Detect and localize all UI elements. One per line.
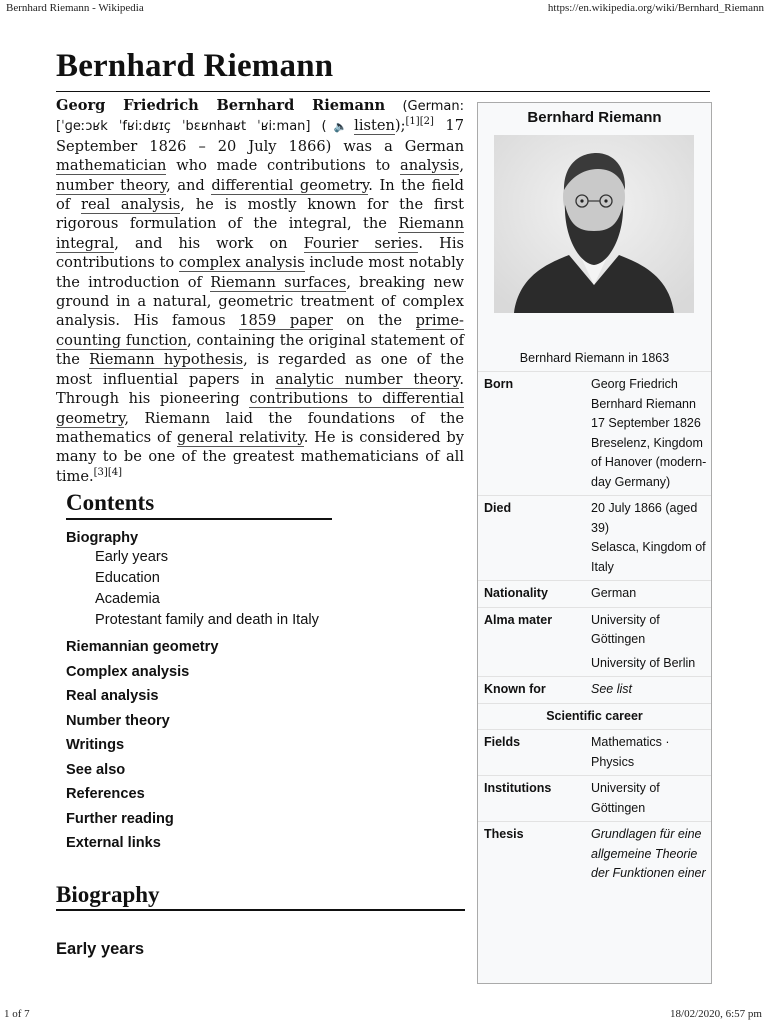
toc-item-see-also[interactable]: See also (66, 761, 126, 778)
link-riemann-hypothesis[interactable]: Riemann hypothesis (89, 351, 244, 369)
toc-item-further-reading[interactable]: Further reading (66, 810, 174, 827)
infobox-row-fields (478, 729, 711, 775)
print-header-url[interactable]: https://en.wikipedia.org/wiki/Bernhard_Riemann (547, 2, 764, 14)
link-differential-geometry[interactable]: differential geometry (211, 176, 369, 194)
known-for-link[interactable]: See list (591, 682, 632, 696)
intro-text-15: , Riemann laid the foundations of the mathematics of (56, 409, 464, 446)
toc-item-real-analysis[interactable]: Real analysis (66, 688, 159, 704)
born-name: Georg Friedrich Bernhard Riemann (591, 377, 696, 411)
print-header-title: Bernhard Riemann - Wikipedia (6, 2, 144, 14)
portrait-image[interactable] (494, 135, 694, 313)
link-riemann-surfaces[interactable]: Riemann surfaces (210, 273, 347, 291)
link-analysis[interactable]: analysis (400, 157, 460, 175)
intro-text-7: , and his work on (114, 234, 304, 252)
toc-item-complex-analysis[interactable]: Complex analysis (66, 663, 190, 680)
subject-name: Georg Friedrich Bernhard Riemann (56, 97, 386, 114)
intro-text-12: , containing the original statement of the (56, 331, 464, 369)
link-1859-paper[interactable]: 1859 paper (239, 312, 333, 330)
link-real-analysis[interactable]: real analysis (81, 196, 181, 214)
field-mathematics[interactable]: Mathematics · (591, 735, 670, 749)
nationality-value: German (591, 586, 637, 600)
print-timestamp: 18/02/2020, 6:57 pm (670, 1008, 762, 1020)
toc-item-riemannian-geometry[interactable]: Riemannian geometry (66, 639, 219, 655)
toc-item-writings[interactable]: Writings (66, 737, 125, 753)
toc-item-academia[interactable]: Academia (95, 591, 160, 607)
fields-label: Fields (484, 735, 521, 749)
link-general-relativity[interactable]: general relativity (176, 428, 304, 446)
ref-4[interactable]: [4] (107, 466, 122, 478)
born-date: 17 September 1826 (591, 416, 701, 430)
print-footer (0, 1006, 768, 1024)
link-complex-analysis[interactable]: complex analysis (178, 254, 305, 272)
link-riemann-integral[interactable]: Riemann integral (56, 215, 464, 252)
page-counter: 1 of 7 (4, 1008, 30, 1020)
link-contributions-differential-geometry[interactable]: contributions to differential geometry (56, 390, 464, 427)
known-for-label: Known for (484, 682, 546, 696)
field-physics[interactable]: Physics (591, 754, 635, 769)
alma-mater-berlin[interactable]: University of Berlin (591, 655, 696, 670)
ref-2[interactable]: [2] (419, 116, 434, 128)
ref-3[interactable]: [3] (93, 466, 108, 478)
intro-paragraph (56, 96, 464, 486)
ipa-close: ] ( (305, 119, 327, 135)
alma-mater-label: Alma mater (484, 612, 553, 627)
page-title: Bernhard Riemann (56, 48, 334, 84)
subsection-heading-early-years: Early years (56, 940, 145, 958)
intro-text-13: , is regarded as one of the most influential papers in (56, 351, 464, 388)
died-date: 20 July 1866 (aged 39) (591, 501, 698, 535)
toc-item-references[interactable]: References (66, 786, 145, 802)
died-place[interactable]: Selasca, Kingdom of Italy (591, 540, 706, 574)
table-of-contents (66, 490, 336, 856)
intro-text-9: include most notably the introduction of (56, 254, 465, 291)
nationality-label: Nationality (484, 586, 548, 600)
section-heading-biography: Biography (56, 882, 465, 911)
infobox-row-thesis (478, 821, 711, 887)
infobox-row-born (478, 371, 711, 495)
intro-text-2: who made contributions to (166, 157, 400, 175)
alma-mater-goettingen[interactable]: University of Göttingen (591, 612, 660, 646)
link-prime-counting[interactable]: prime-counting function (56, 312, 464, 349)
listen-link[interactable]: listen (354, 117, 395, 135)
intro-text-3: , (459, 157, 464, 175)
portrait-caption: Bernhard Riemann in 1863 (519, 351, 670, 365)
toc-item-number-theory[interactable]: Number theory (66, 712, 170, 729)
ref-1[interactable]: [1] (405, 116, 420, 128)
died-label: Died (484, 501, 512, 515)
print-header (0, 0, 768, 16)
thesis-label: Thesis (484, 827, 524, 841)
intro-text-10: , breaking new ground in a natural, geometric treatment of complex analysis. His famous (56, 273, 464, 330)
infobox-row-known-for (478, 676, 711, 703)
intro-text-4: , and (166, 176, 212, 194)
ipa-pronunciation[interactable]: ˈɡeːɔʁk ˈfʁiːdʁɪç ˈbɛʁnhaʁt ˈʁiːman (61, 119, 306, 135)
link-mathematician[interactable]: mathematician (56, 157, 167, 175)
paren-close: ); (394, 117, 406, 135)
infobox (477, 102, 712, 984)
intro-text-14: . Through his pioneering (56, 370, 464, 408)
born-place[interactable]: Breselenz, Kingdom of Hanover (modern-day Germany) (591, 435, 707, 489)
intro-text-16: . He is considered by many to be one of the greatest mathematicians of all time. (56, 428, 465, 485)
speaker-icon[interactable]: 🔈 (326, 120, 355, 134)
toc-item-external-links[interactable]: External links (66, 835, 161, 851)
intro-text-11: on the (332, 312, 416, 330)
toc-heading: Contents (66, 490, 332, 520)
toc-item-protestant-family[interactable]: Protestant family and death in Italy (95, 612, 319, 628)
born-label: Born (484, 377, 514, 391)
title-divider (56, 91, 710, 92)
toc-item-education[interactable]: Education (95, 570, 160, 586)
infobox-row-died (478, 495, 711, 580)
lang-open: (German: [ (56, 99, 464, 135)
infobox-row-nationality (478, 580, 711, 607)
intro-text-6: , he is mostly known for the first rigorous formulation of the integral, the (56, 196, 464, 233)
institutions-label: Institutions (484, 781, 552, 795)
intro-text-5: . In the field of (56, 176, 465, 214)
link-fourier-series[interactable]: Fourier series (303, 234, 419, 252)
institution-goettingen[interactable]: University of Göttingen (591, 781, 660, 815)
intro-text-1: 17 September 1826 – 20 July 1866) was a German (56, 117, 464, 155)
infobox-title: Bernhard Riemann (527, 109, 662, 126)
infobox-section-scientific-career: Scientific career (478, 703, 711, 730)
toc-item-biography[interactable]: Biography Early years Education Academia Protestant family and death in Italy (66, 530, 336, 635)
toc-item-early-years[interactable]: Early years (95, 549, 168, 565)
infobox-row-alma-mater (478, 607, 711, 677)
infobox-row-institutions (478, 775, 711, 821)
link-number-theory[interactable]: number theory (56, 176, 167, 194)
intro-text-8: . His contributions to (56, 234, 464, 272)
link-analytic-number-theory[interactable]: analytic number theory (275, 370, 460, 388)
thesis-title[interactable]: Grundlagen für eine allgemeine Theorie der Funktionen einer (591, 827, 706, 880)
